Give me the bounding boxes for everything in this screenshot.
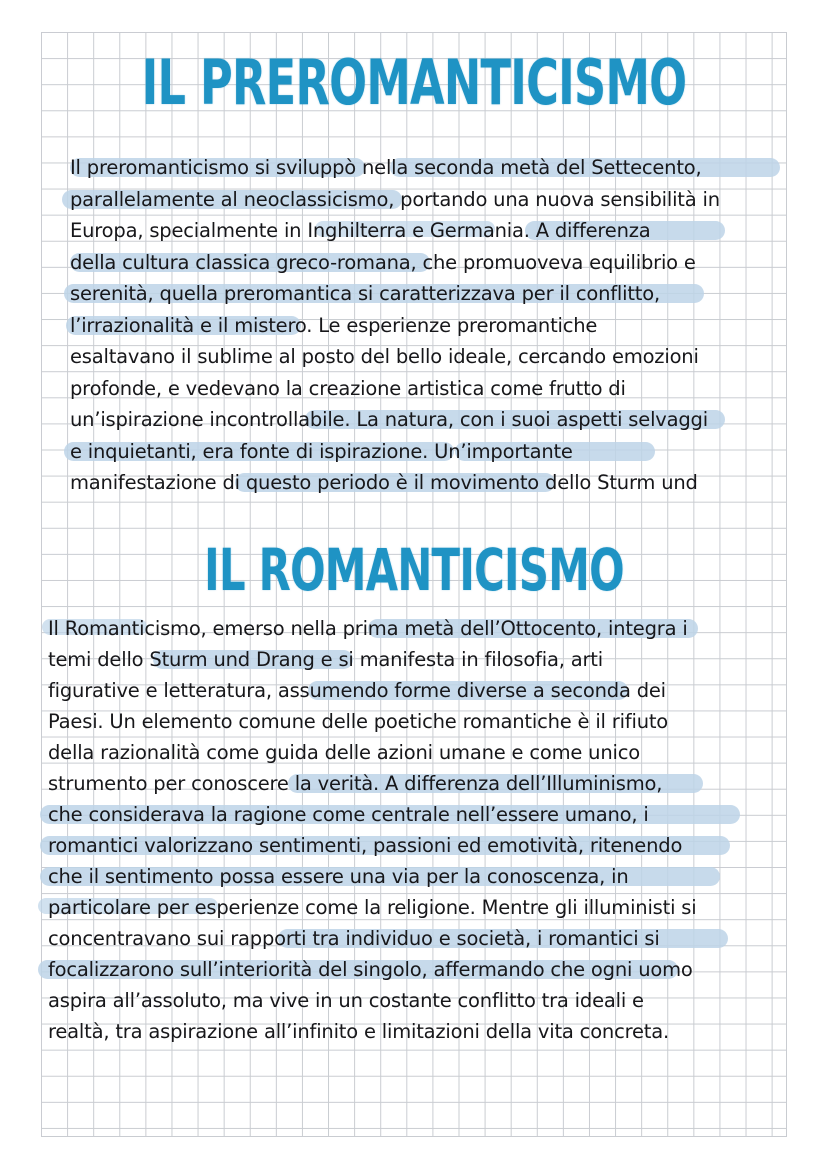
text-line <box>70 467 790 499</box>
text-line-content: realtà, tra aspirazione all’infinito e limitazioni della vita concreta. <box>48 1020 669 1043</box>
text-line <box>48 892 793 923</box>
text-line <box>48 985 793 1016</box>
paragraph-preromanticismo <box>70 152 790 499</box>
text-line-content: focalizzarono sull’interiorità del singolo, affermando che ogni uomo <box>48 958 693 981</box>
paragraph-romanticismo <box>48 613 793 1047</box>
text-line <box>48 706 793 737</box>
text-line <box>48 861 793 892</box>
text-line-content: della razionalità come guida delle azioni umane e come unico <box>48 741 640 764</box>
text-line-content: Il preromanticismo si sviluppò nella seconda metà del Settecento, <box>70 156 702 179</box>
text-line <box>70 436 790 468</box>
text-line <box>70 278 790 310</box>
text-line <box>70 341 790 373</box>
text-line-content: un’ispirazione incontrollabile. La natura, con i suoi aspetti selvaggi <box>70 408 708 431</box>
text-line <box>48 613 793 644</box>
text-line <box>48 1016 793 1047</box>
text-line-content: profonde, e vedevano la creazione artistica come frutto di <box>70 376 626 400</box>
text-line <box>48 675 793 706</box>
text-line-content: figurative e letteratura, assumendo forme diverse a seconda dei <box>48 679 666 702</box>
text-line-content: Paesi. Un elemento comune delle poetiche romantiche è il rifiuto <box>48 710 669 733</box>
text-line <box>48 923 793 954</box>
text-line-content: serenità, quella preromantica si caratterizzava per il conflitto, <box>70 282 660 305</box>
text-line <box>48 954 793 985</box>
text-line-content: esaltavano il sublime al posto del bello ideale, cercando emozioni <box>70 345 699 368</box>
text-line <box>70 152 790 184</box>
text-line-content: aspira all’assoluto, ma vive in un costante conflitto tra ideali e <box>48 989 644 1012</box>
text-line-content: della cultura classica greco-romana, che promuoveva equilibrio e <box>70 250 696 274</box>
text-line <box>70 373 790 405</box>
section-title-romanticismo: IL ROMANTICISMO <box>204 536 624 604</box>
text-line-content: che il sentimento possa essere una via per la conoscenza, in <box>48 865 629 888</box>
text-line <box>48 644 793 675</box>
section-title-preromanticismo: IL PREROMANTICISMO <box>141 46 687 119</box>
text-line-content: romantici valorizzano sentimenti, passioni ed emotività, ritenendo <box>48 834 683 857</box>
text-line-content: temi dello Sturm und Drang e si manifesta in filosofia, arti <box>48 648 603 671</box>
text-line-content: parallelamente al neoclassicismo, portando una nuova sensibilità in <box>70 187 720 211</box>
text-line-content: Il Romanticismo, emerso nella prima metà dell’Ottocento, integra i <box>48 617 688 640</box>
text-line <box>48 830 793 861</box>
text-line-content: l’irrazionalità e il mistero. Le esperienze preromantiche <box>70 313 598 337</box>
text-line <box>48 768 793 799</box>
text-line <box>70 247 790 279</box>
text-line <box>70 184 790 216</box>
text-line-content: Europa, specialmente in Inghilterra e Germania. A differenza <box>70 219 651 242</box>
text-line <box>70 215 790 247</box>
text-line-content: manifestazione di questo periodo è il movimento dello Sturm und <box>70 471 698 494</box>
text-line-content: e inquietanti, era fonte di ispirazione. Un’importante <box>70 439 573 463</box>
text-line <box>70 404 790 436</box>
text-line-content: che considerava la ragione come centrale nell’essere umano, i <box>48 803 649 826</box>
text-line-content: particolare per esperienze come la religione. Mentre gli illuministi si <box>48 896 697 919</box>
text-line <box>48 799 793 830</box>
text-line-content: strumento per conoscere la verità. A differenza dell’Illuminismo, <box>48 772 663 795</box>
text-line <box>70 310 790 342</box>
text-line <box>48 737 793 768</box>
text-line-content: concentravano sui rapporti tra individuo e società, i romantici si <box>48 927 660 950</box>
